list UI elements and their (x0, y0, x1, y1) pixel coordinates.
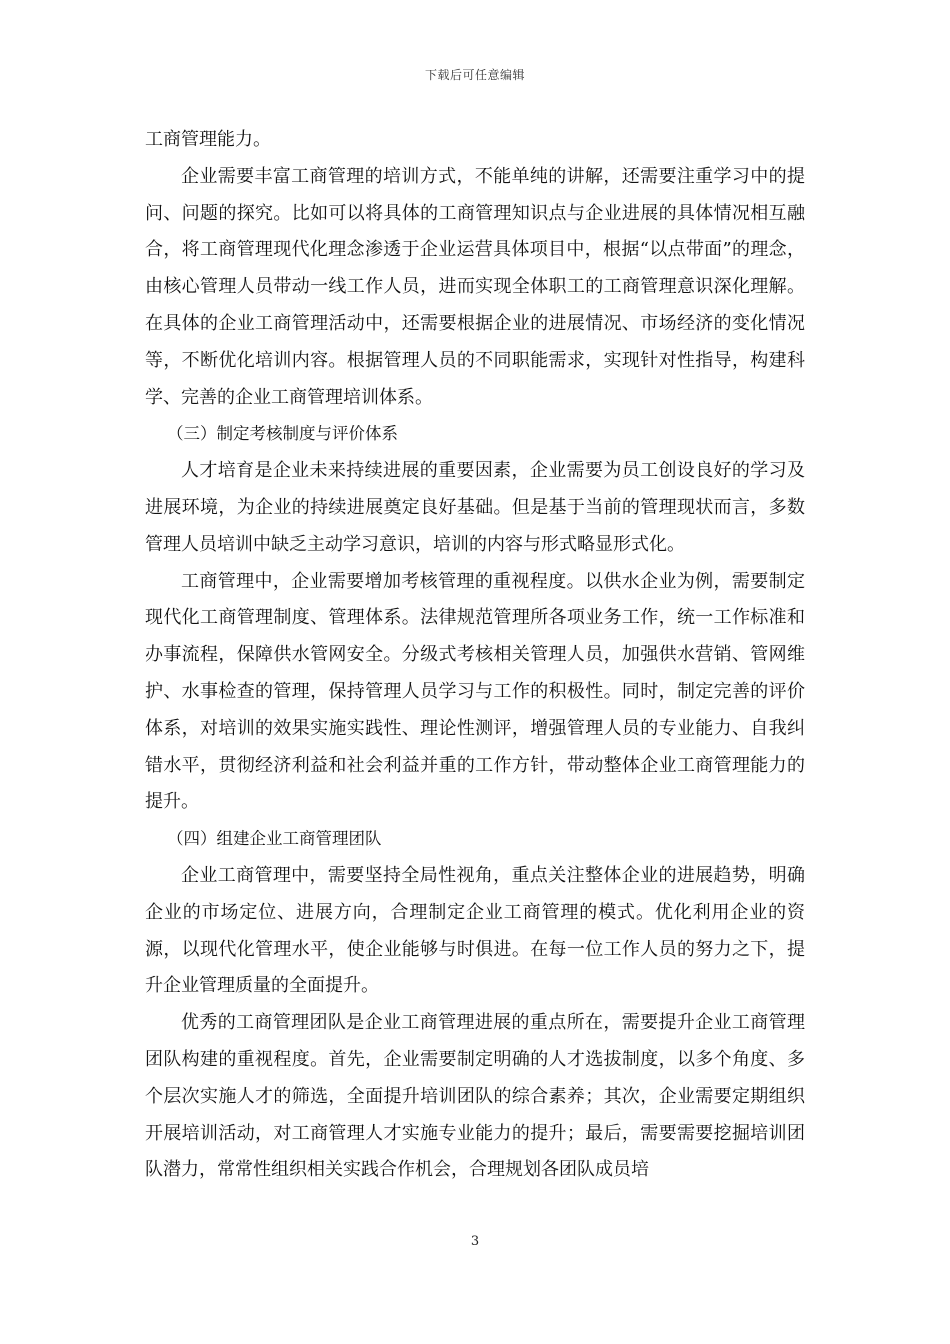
paragraph-assessment-management: 工商管理中，企业需要增加考核管理的重视程度。以供水企业为例，需要制定现代化工商管理制度、管理体系。法律规范管理所各项业务工作，统一工作标准和办事流程，保障供水管网安全。分级式考核相关管理人员，加强供水营销、管网维护、水事检查的管理，保持管理人员学习与工作的积极性。同时，制定完善的评价体系，对培训的效果实施实践性、理论性测评，增强管理人员的专业能力、自我纠错水平，贯彻经济利益和社会利益并重的工作方针，带动整体企业工商管理能力的提升。 (145, 570, 805, 813)
section-heading-3: （三）制定考核制度与评价体系 (167, 424, 398, 444)
paragraph-global-perspective: 企业工商管理中，需要坚持全局性视角，重点关注整体企业的进展趋势，明确企业的市场定位、进展方向，合理制定企业工商管理的模式。优化利用企业的资源，以现代化管理水平，使企业能够与时俱进。在每一位工作人员的努力之下，提升企业管理质量的全面提升。 (145, 864, 805, 997)
section-heading-4: （四）组建企业工商管理团队 (167, 829, 382, 849)
paragraph-team-building: 优秀的工商管理团队是企业工商管理进展的重点所在，需要提升企业工商管理团队构建的重视程度。首先，企业需要制定明确的人才选拔制度，以多个角度、多个层次实施人才的筛选，全面提升培训团队的综合素养；其次，企业需要定期组织开展培训活动，对工商管理人才实施专业能力的提升；最后，需要需要挖掘培训团队潜力，常常性组织相关实践合作机会，合理规划各团队成员培 (145, 1012, 805, 1181)
paragraph-continuation: 工商管理能力。 (145, 129, 271, 150)
document-body (145, 122, 805, 1189)
page-header: 下载后可任意编辑 (424, 68, 525, 82)
page-number: 3 (470, 1234, 480, 1249)
paragraph-talent-cultivation: 人才培育是企业未来持续进展的重要因素，企业需要为员工创设良好的学习及进展环境，为企业的持续进展奠定良好基础。但是基于当前的管理现状而言，多数管理人员培训中缺乏主动学习意识，培训的内容与形式略显形式化。 (145, 460, 805, 555)
paragraph-training-methods: 企业需要丰富工商管理的培训方式，不能单纯的讲解，还需要注重学习中的提问、问题的探究。比如可以将具体的工商管理知识点与企业进展的具体情况相互融合，将工商管理现代化理念渗透于企业运营具体项目中，根据“以点带面”的理念，由核心管理人员带动一线工作人员，进而实现全体职工的工商管理意识深化理解。在具体的企业工商管理活动中，还需要根据企业的进展情况、市场经济的变化情况等，不断优化培训内容。根据管理人员的不同职能需求，实现针对性指导，构建科学、完善的企业工商管理培训体系。 (145, 165, 805, 408)
